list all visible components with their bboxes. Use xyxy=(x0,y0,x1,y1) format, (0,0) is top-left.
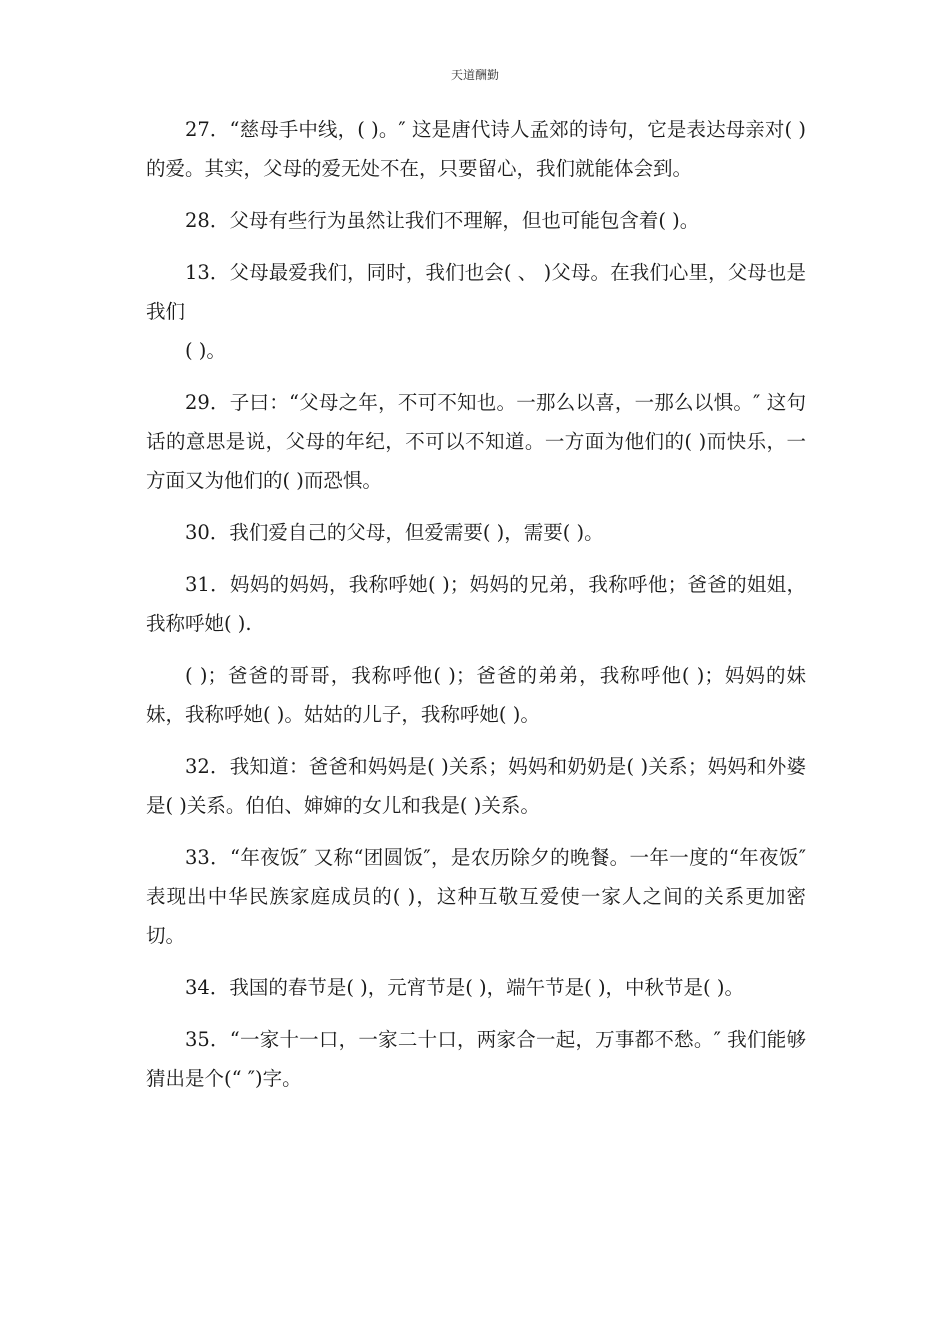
question-32: 32．我知道：爸爸和妈妈是( )关系；妈妈和奶奶是( )关系；妈妈和外婆是( )关系。伯伯、婶婶的女儿和我是( )关系。 xyxy=(146,755,806,817)
question-31-continuation: ( )；爸爸的哥哥，我称呼他( )；爸爸的弟弟，我称呼他( )；妈妈的妹妹，我称呼她( )。姑姑的儿子，我称呼她( )。 xyxy=(146,664,806,726)
question-31: 31．妈妈的妈妈，我称呼她( )；妈妈的兄弟，我称呼他；爸爸的姐姐，我称呼她( ). xyxy=(146,573,806,635)
question-29: 29．子曰：“父母之年，不可不知也。一那么以喜，一那么以惧。″ 这句话的意思是说，父母的年纪，不可以不知道。一方面为他们的( )而快乐，一方面又为他们的( )而恐惧。 xyxy=(146,391,806,492)
page-header: 天道酬勤 xyxy=(450,68,499,82)
question-30: 30．我们爱自己的父母，但爱需要( )，需要( )。 xyxy=(185,521,604,544)
question-28: 28．父母有些行为虽然让我们不理解，但也可能包含着( )。 xyxy=(185,209,700,232)
question-13: 13．父母最爱我们，同时，我们也会( 、 )父母。在我们心里，父母也是我们 xyxy=(146,261,806,323)
question-33: 33．“年夜饭″ 又称“团圆饭″，是农历除夕的晚餐。一年一度的“年夜饭″ 表现出中华民族家庭成员的( )，这种互敬互爱使一家人之间的关系更加密切。 xyxy=(146,846,806,947)
question-27: 27．“慈母手中线，( )。″ 这是唐代诗人孟郊的诗句，它是表达母亲对( )的爱。其实，父母的爱无处不在，只要留心，我们就能体会到。 xyxy=(146,118,806,180)
question-35: 35．“一家十一口，一家二十口，两家合一起，万事都不愁。″ 我们能够猜出是个(“ ″)字。 xyxy=(146,1028,806,1090)
question-34: 34．我国的春节是( )，元宵节是( )，端午节是( )，中秋节是( )。 xyxy=(185,976,744,999)
question-13-continuation: ( )。 xyxy=(185,339,226,362)
document-body xyxy=(146,110,806,1111)
